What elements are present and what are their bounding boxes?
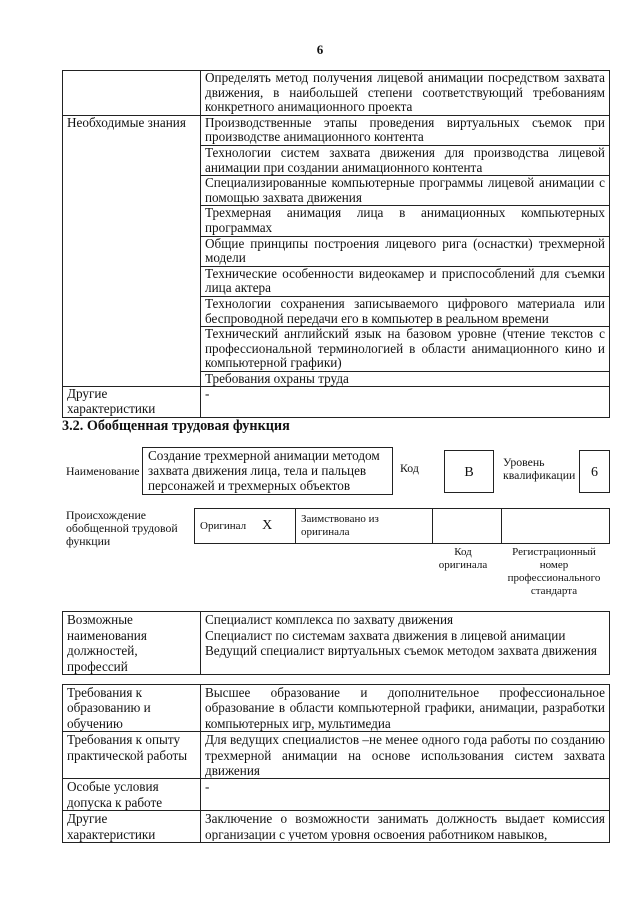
qualification-level-label: Уровень квалификации <box>503 455 576 482</box>
knowledge-item: Производственные этапы проведения виртуальных съемок при производстве анимационного контента <box>201 115 610 145</box>
required-knowledge-label: Необходимые знания <box>63 115 201 387</box>
table-row <box>63 115 610 145</box>
table-row <box>63 612 610 675</box>
qualification-level-box: 6 <box>579 450 610 493</box>
original-code-cell <box>433 509 502 544</box>
table-row <box>63 685 610 732</box>
other-characteristics-label: Другие характеристики <box>63 811 201 843</box>
original-label: Оригинал <box>200 520 247 532</box>
other-characteristics-label: Другие характеристики <box>63 387 201 417</box>
admission-conditions-value: - <box>201 779 610 811</box>
other-characteristics-value: - <box>201 387 610 417</box>
empty-label-cell <box>63 71 201 116</box>
admission-conditions-label: Особые условия допуска к работе <box>63 779 201 811</box>
experience-requirements-value: Для ведущих специалистов –не менее одного года работы по созданию трехмерной анимации на основе использования систем захвата движения <box>201 732 610 779</box>
knowledge-item: Технологии систем захвата движения для производства лицевой анимации при создании анимационного контента <box>201 145 610 175</box>
table-row <box>63 811 610 843</box>
section-heading: 3.2. Обобщенная трудовая функция <box>62 418 290 434</box>
knowledge-item: Требования охраны труда <box>201 371 610 387</box>
origin-label: Происхождение обобщенной трудовой функции <box>66 508 178 548</box>
other-characteristics-value <box>201 811 610 843</box>
borrowed-label: Заимствовано из оригинала <box>296 509 433 544</box>
positions-table <box>62 611 610 675</box>
name-label: Наименование <box>66 464 140 478</box>
knowledge-item: Технические особенности видеокамер и приспособлений для съемки лица актера <box>201 266 610 296</box>
list-item: Ведущий специалист виртуальных съемок методом захвата движения <box>205 643 597 659</box>
table-row <box>63 71 610 116</box>
code-label: Код <box>400 461 419 475</box>
list-item: Специалист по системам захвата движения в лицевой анимации <box>205 627 566 643</box>
table-row <box>63 732 610 779</box>
education-requirements-label: Требования к образованию и обучению <box>63 685 201 732</box>
registration-number-caption: Регистрационный номер профессионального стандарта <box>507 546 601 597</box>
origin-table <box>194 508 610 544</box>
other-characteristics-text: Заключение о возможности занимать должность выдает комиссия организации с учетом уровня освоения работником навыков, <box>205 811 605 842</box>
requirements-table <box>62 684 610 843</box>
page-number: 6 <box>316 42 324 57</box>
original-code-caption: Код оригинала <box>438 546 488 571</box>
knowledge-item: Трехмерная анимация лица в анимационных компьютерных программах <box>201 206 610 236</box>
table-row <box>63 387 610 417</box>
original-cell <box>195 509 296 544</box>
positions-list <box>201 612 610 675</box>
list-item: Специалист комплекса по захвату движения <box>205 612 454 627</box>
required-skill-cell: Определять метод получения лицевой анимации посредством захвата движения, в наибольшей степени соответствующий требованиям конкретного анимационного проекта <box>201 71 610 116</box>
knowledge-item: Общие принципы построения лицевого рига (оснастки) трехмерной модели <box>201 236 610 266</box>
positions-label: Возможные наименования должностей, профессий <box>63 612 201 675</box>
knowledge-item: Технический английский язык на базовом уровне (чтение текстов с профессиональной терминологией в области анимационного кино и компьютерной графики) <box>201 327 610 372</box>
code-value-box: B <box>444 450 494 493</box>
table-row <box>63 779 610 811</box>
knowledge-item: Специализированные компьютерные программы лицевой анимации с помощью захвата движения <box>201 176 610 206</box>
registration-number-cell <box>502 509 610 544</box>
education-requirements-value: Высшее образование и дополнительное профессиональное образование в области компьютерной графики, анимации, разработки компьютерных игр, мультимедиа <box>201 685 610 732</box>
table-row <box>195 509 610 544</box>
knowledge-table <box>62 70 610 418</box>
experience-requirements-label: Требования к опыту практической работы <box>63 732 201 779</box>
knowledge-item: Технологии сохранения записываемого цифрового материала или беспроводной передачи его в компьютер в реальном времени <box>201 296 610 326</box>
original-mark: X <box>262 518 273 533</box>
function-name-box: Создание трехмерной анимации методом захвата движения лица, тела и пальцев персонажей и трехмерных объектов <box>142 447 393 495</box>
